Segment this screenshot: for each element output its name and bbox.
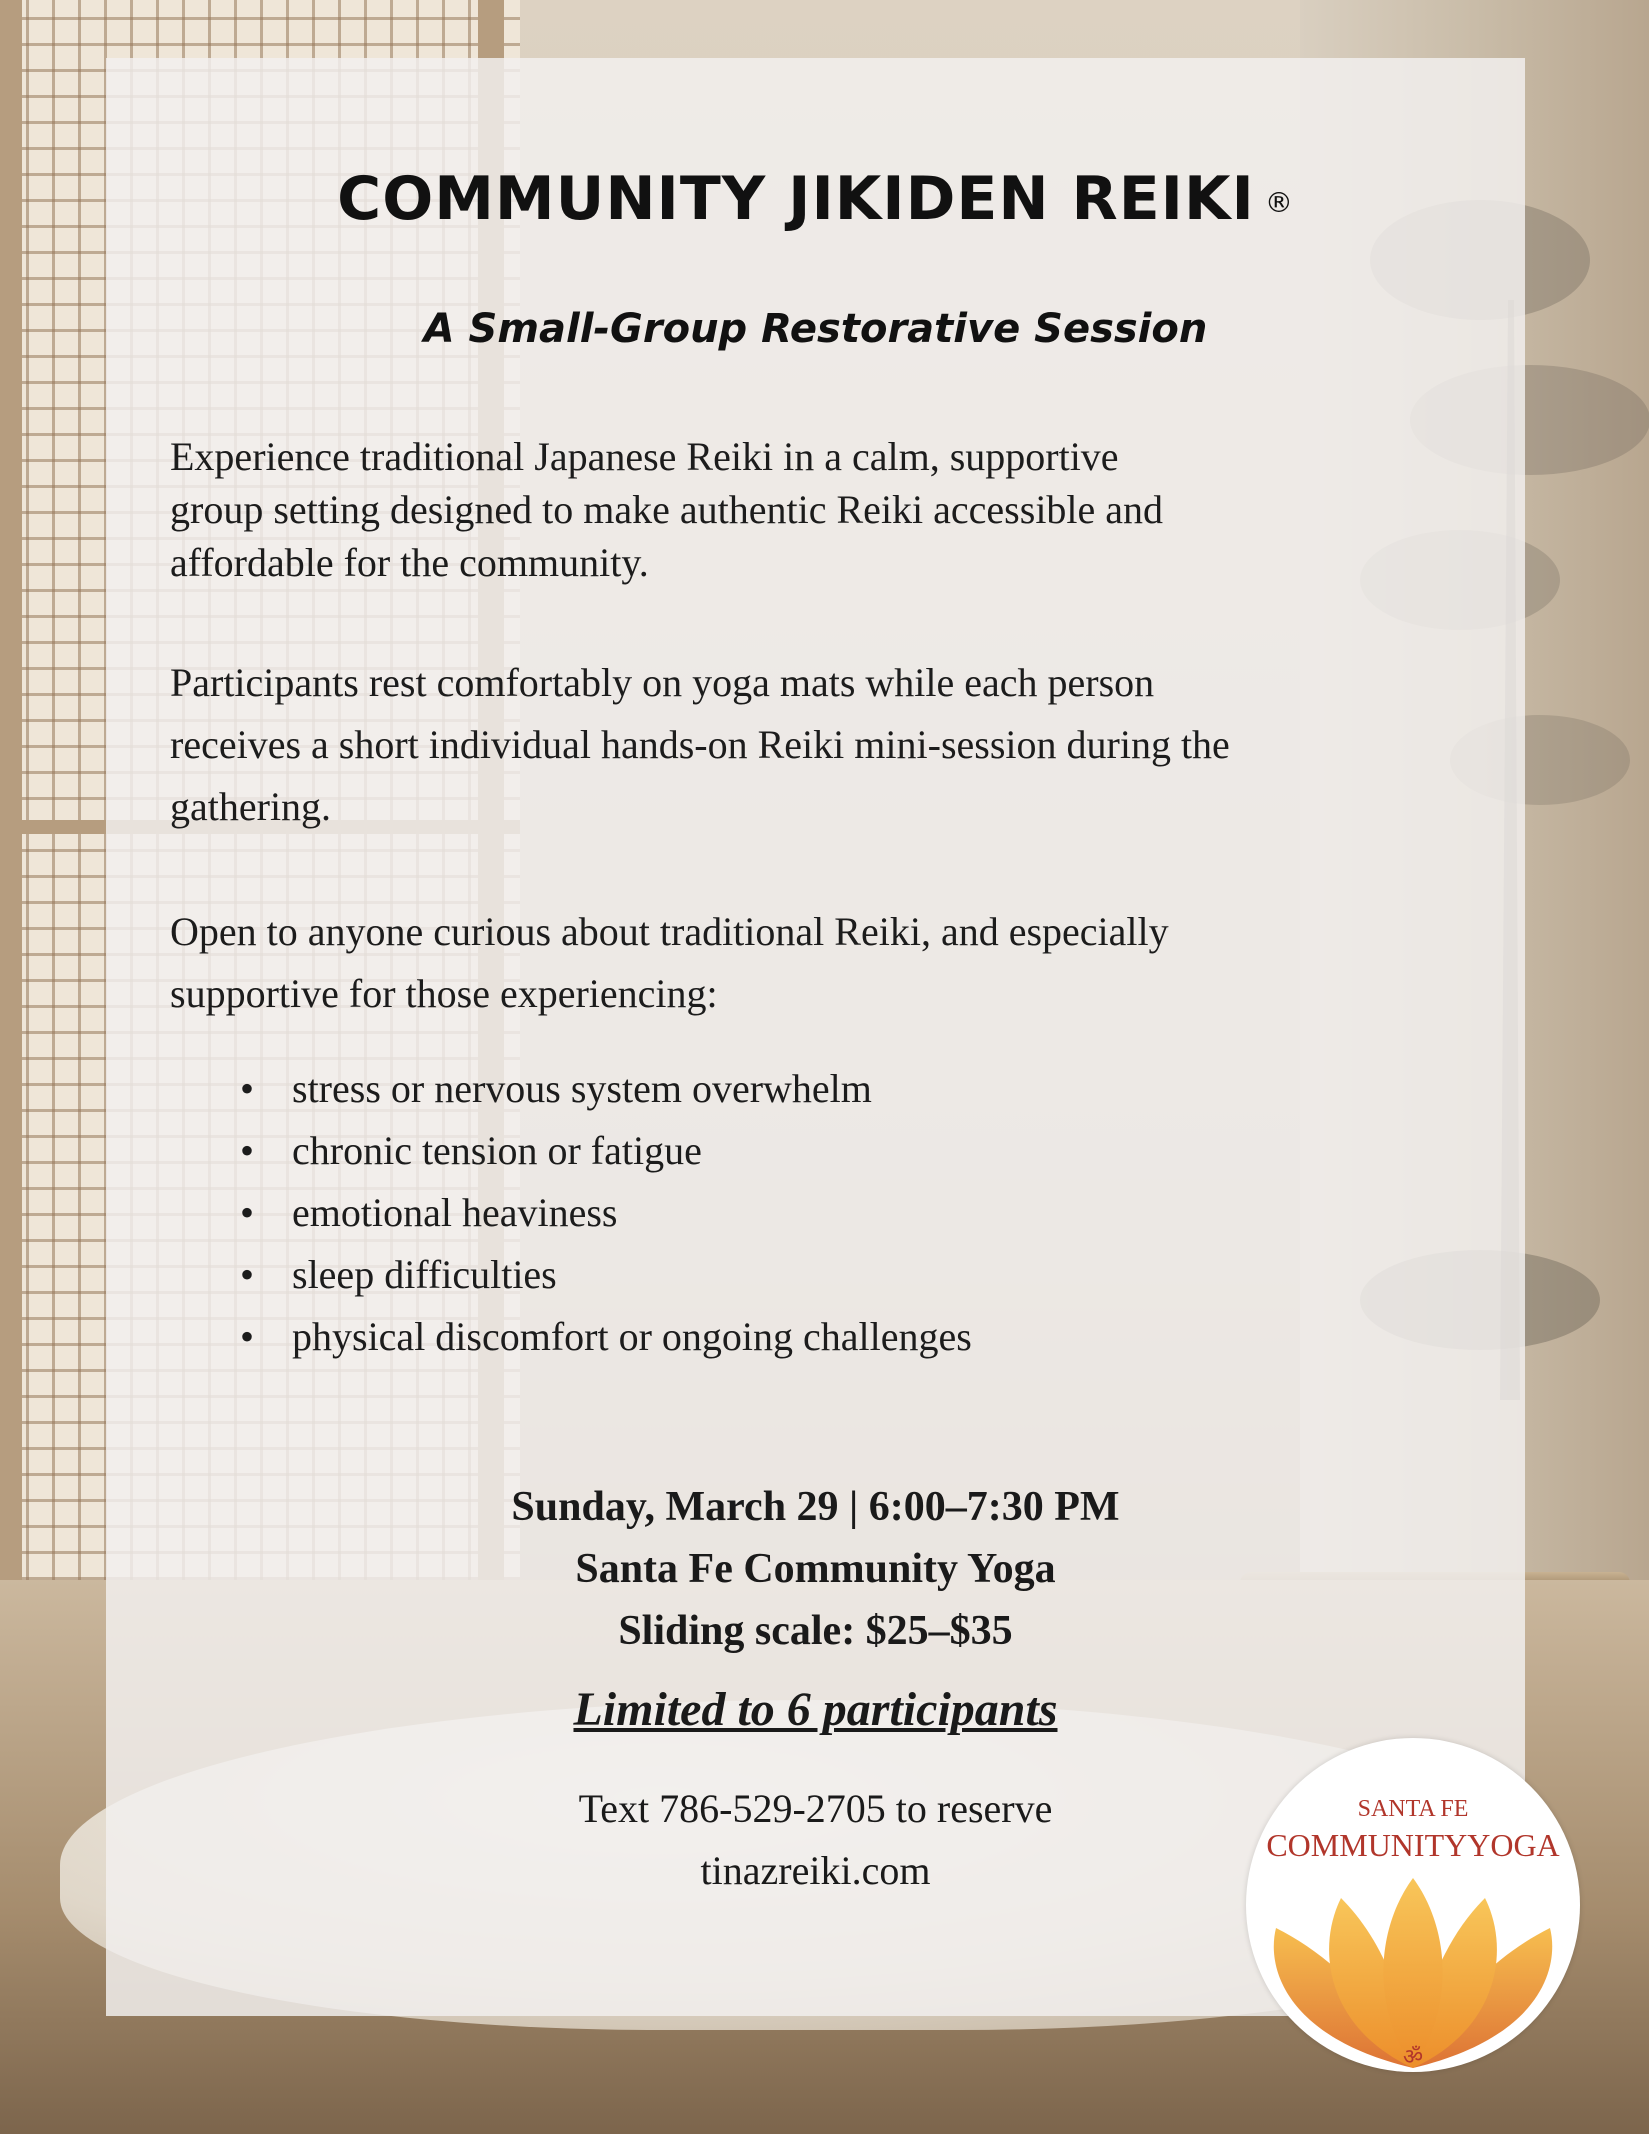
lotus-icon xyxy=(1274,1878,1552,2068)
participants-paragraph xyxy=(170,652,1490,838)
intro-line: affordable for the community. xyxy=(170,540,649,585)
intro-paragraph xyxy=(170,430,1490,589)
event-date-time: Sunday, March 29 | 6:00–7:30 PM xyxy=(511,1484,1120,1530)
list-item: • stress or nervous system overwhelm xyxy=(240,1058,972,1120)
audience-line: Open to anyone curious about traditional Reiki, and especially xyxy=(170,909,1169,954)
flyer-subtitle: A Small-Group Restorative Session xyxy=(423,306,1208,352)
intro-line: Experience traditional Japanese Reiki in a calm, supportive xyxy=(170,434,1119,479)
participants-line: gathering. xyxy=(170,784,332,829)
intro-line: group setting designed to make authentic Reiki accessible and xyxy=(170,487,1164,532)
om-symbol-icon: ॐ xyxy=(1402,2045,1424,2070)
list-item: • physical discomfort or ongoing challenges xyxy=(240,1306,972,1368)
limited-notice: Limited to 6 participants xyxy=(573,1683,1058,1736)
list-item: • chronic tension or fatigue xyxy=(240,1120,972,1182)
event-location: Santa Fe Community Yoga xyxy=(575,1546,1056,1592)
participants-line: Participants rest comfortably on yoga mats while each person xyxy=(170,660,1155,705)
website-text: tinazreiki.com xyxy=(700,1848,931,1893)
benefits-list xyxy=(240,1058,972,1368)
participants-line: receives a short individual hands-on Reiki mini-session during the xyxy=(170,722,1230,767)
santa-fe-community-yoga-logo xyxy=(1246,1738,1580,2072)
contact-text: Text 786-529-2705 to reserve xyxy=(578,1786,1053,1831)
audience-paragraph xyxy=(170,901,1490,1025)
title-text: COMMUNITY JIKIDEN REIKI xyxy=(337,164,1255,234)
window-post-left xyxy=(0,0,22,1580)
registered-mark: ® xyxy=(1264,185,1294,219)
logo-graphic xyxy=(1246,1738,1580,2072)
logo-line-1: SANTA FE xyxy=(1357,1796,1469,1822)
event-details xyxy=(106,1476,1525,1662)
flyer-title xyxy=(106,164,1525,234)
logo-line-2: COMMUNITYYOGA xyxy=(1266,1827,1560,1863)
audience-line: supportive for those experiencing: xyxy=(170,971,718,1016)
event-price: Sliding scale: $25–$35 xyxy=(618,1608,1013,1654)
list-item: • emotional heaviness xyxy=(240,1182,972,1244)
list-item: • sleep difficulties xyxy=(240,1244,972,1306)
